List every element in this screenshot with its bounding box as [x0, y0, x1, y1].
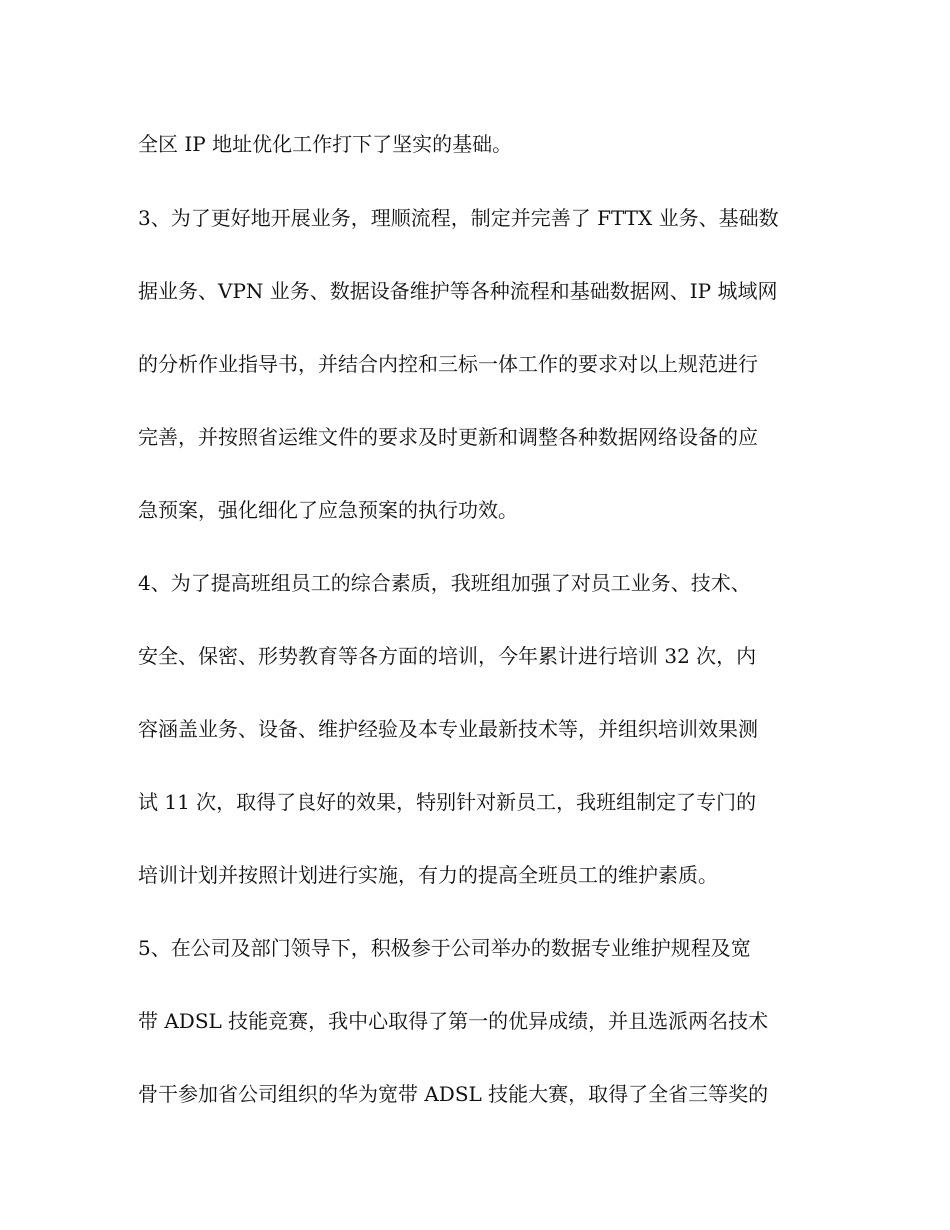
text-line-2: 3、为了更好地开展业务，理顺流程，制定并完善了 FTTX 业务、基础数 — [138, 206, 779, 230]
text-line-7: 4、为了提高班组员工的综合素质，我班组加强了对员工业务、技术、 — [138, 571, 751, 595]
text-line-14: 骨干参加省公司组织的华为宽带 ADSL 技能大赛，取得了全省三等奖的 — [138, 1082, 769, 1106]
text-line-12: 5、在公司及部门领导下，积极参于公司举办的数据专业维护规程及宽 — [138, 936, 751, 960]
text-line-10: 试 11 次，取得了良好的效果，特别针对新员工，我班组制定了专门的 — [138, 790, 757, 814]
text-line-6: 急预案，强化细化了应急预案的执行功效。 — [138, 498, 518, 522]
text-line-3: 据业务、VPN 业务、数据设备维护等各种流程和基础数据网、IP 城域网 — [138, 279, 778, 303]
text-line-9: 容涵盖业务、设备、维护经验及本专业最新技术等，并组织培训效果测 — [138, 717, 758, 741]
text-line-4: 的分析作业指导书，并结合内控和三标一体工作的要求对以上规范进行 — [138, 352, 758, 376]
text-line-13: 带 ADSL 技能竞赛，我中心取得了第一的优异成绩，并且选派两名技术 — [138, 1009, 769, 1033]
text-line-11: 培训计划并按照计划进行实施，有力的提高全班员工的维护素质。 — [138, 863, 718, 887]
text-line-8: 安全、保密、形势教育等各方面的培训，今年累计进行培训 32 次，内 — [138, 644, 757, 668]
text-line-1: 全区 IP 地址优化工作打下了坚实的基础。 — [138, 132, 513, 156]
text-line-5: 完善，并按照省运维文件的要求及时更新和调整各种数据网络设备的应 — [138, 425, 758, 449]
